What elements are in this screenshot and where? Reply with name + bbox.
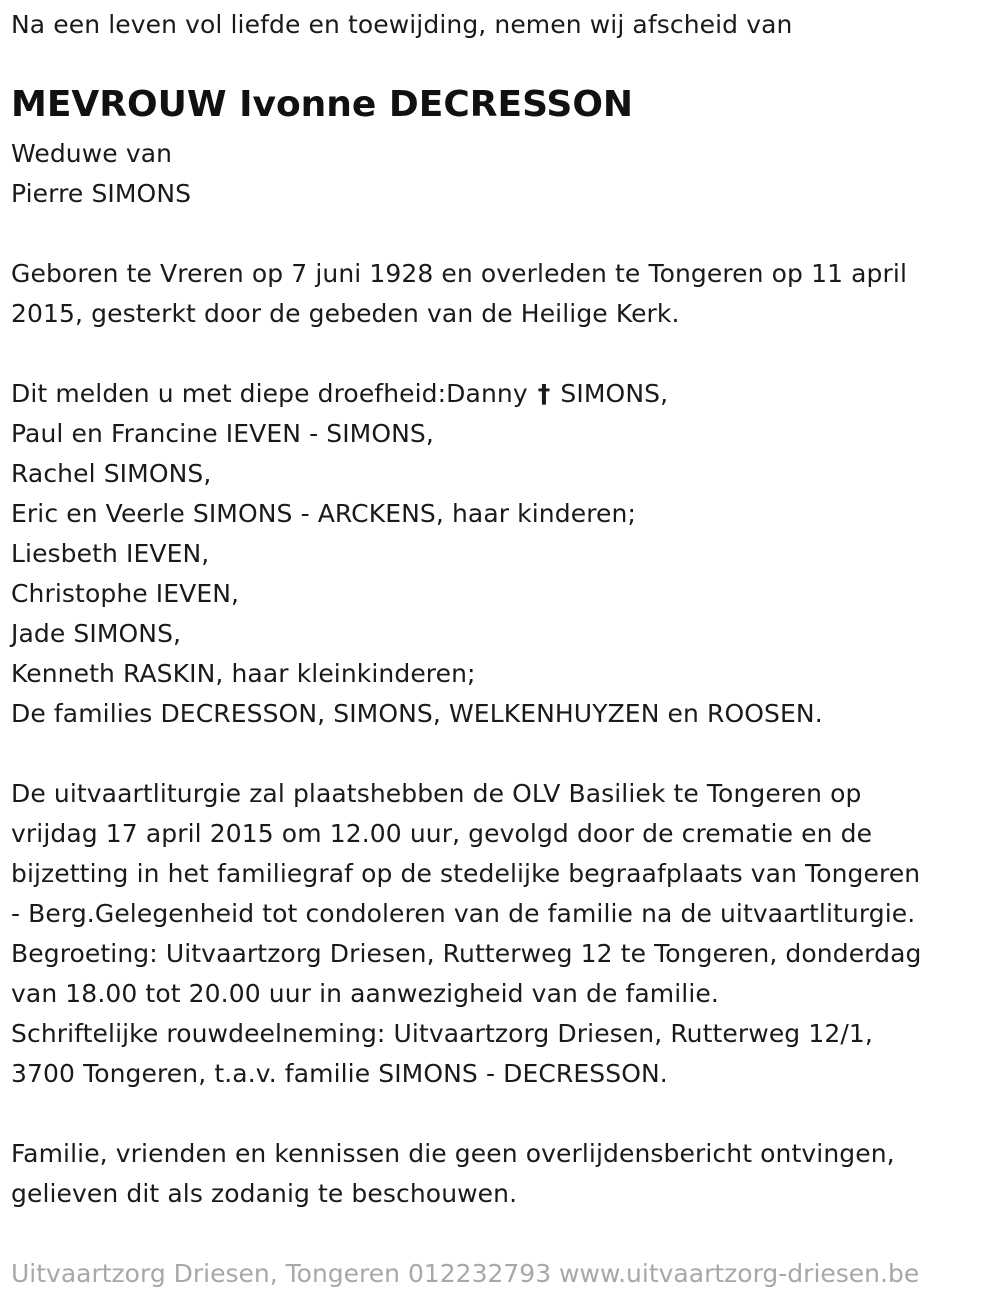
birth-death-block	[11, 254, 907, 334]
cross-icon: †	[537, 379, 551, 408]
ceremony-line: De uitvaartliturgie zal plaatshebben de OLV Basiliek te Tongeren op	[11, 779, 862, 808]
family-line: Eric en Veerle SIMONS - ARCKENS, haar kinderen;	[11, 499, 636, 528]
widow-block	[11, 134, 191, 214]
family-line: Rachel SIMONS,	[11, 459, 212, 488]
widow-line: Weduwe van	[11, 139, 173, 168]
ceremony-line: Schriftelijke rouwdeelneming: Uitvaartzorg Driesen, Rutterweg 12/1,	[11, 1019, 873, 1048]
family-line: Jade SIMONS,	[11, 619, 182, 648]
ceremony-line: vrijdag 17 april 2015 om 12.00 uur, gevolgd door de crematie en de	[11, 819, 873, 848]
family-line: Liesbeth IEVEN,	[11, 539, 210, 568]
ceremony-line: - Berg.Gelegenheid tot condoleren van de familie na de uitvaartliturgie.	[11, 899, 916, 928]
ceremony-line: bijzetting in het familiegraf op de stedelijke begraafplaats van Tongeren	[11, 859, 921, 888]
footer-contact: Uitvaartzorg Driesen, Tongeren 012232793 www.uitvaartzorg-driesen.be	[11, 1259, 920, 1288]
family-line: Christophe IEVEN,	[11, 579, 240, 608]
birth-death-line: Geboren te Vreren op 7 juni 1928 en overleden te Tongeren op 11 april	[11, 259, 907, 288]
notice-line: Familie, vrienden en kennissen die geen overlijdensbericht ontvingen,	[11, 1139, 895, 1168]
family-block	[11, 374, 823, 734]
family-announcement: Dit melden u met diepe droefheid:Danny	[11, 379, 536, 408]
ceremony-block	[11, 774, 921, 1094]
intro-text: Na een leven vol liefde en toewijding, nemen wij afscheid van	[11, 10, 793, 39]
notice-line: gelieven dit als zodanig te beschouwen.	[11, 1179, 518, 1208]
family-line: Paul en Francine IEVEN - SIMONS,	[11, 419, 434, 448]
ceremony-line: 3700 Tongeren, t.a.v. familie SIMONS - DECRESSON.	[11, 1059, 668, 1088]
spouse-name: Pierre SIMONS	[11, 179, 192, 208]
family-line: De families DECRESSON, SIMONS, WELKENHUYZEN en ROOSEN.	[11, 699, 823, 728]
notice-block	[11, 1134, 895, 1214]
ceremony-line: Begroeting: Uitvaartzorg Driesen, Rutterweg 12 te Tongeren, donderdag	[11, 939, 922, 968]
birth-death-line: 2015, gesterkt door de gebeden van de Heilige Kerk.	[11, 299, 680, 328]
family-line: Kenneth RASKIN, haar kleinkinderen;	[11, 659, 476, 688]
ceremony-line: van 18.00 tot 20.00 uur in aanwezigheid van de familie.	[11, 979, 719, 1008]
family-line-first	[11, 374, 823, 414]
family-member: SIMONS,	[552, 379, 669, 408]
deceased-name: MEVROUW Ivonne DECRESSON	[11, 84, 634, 125]
